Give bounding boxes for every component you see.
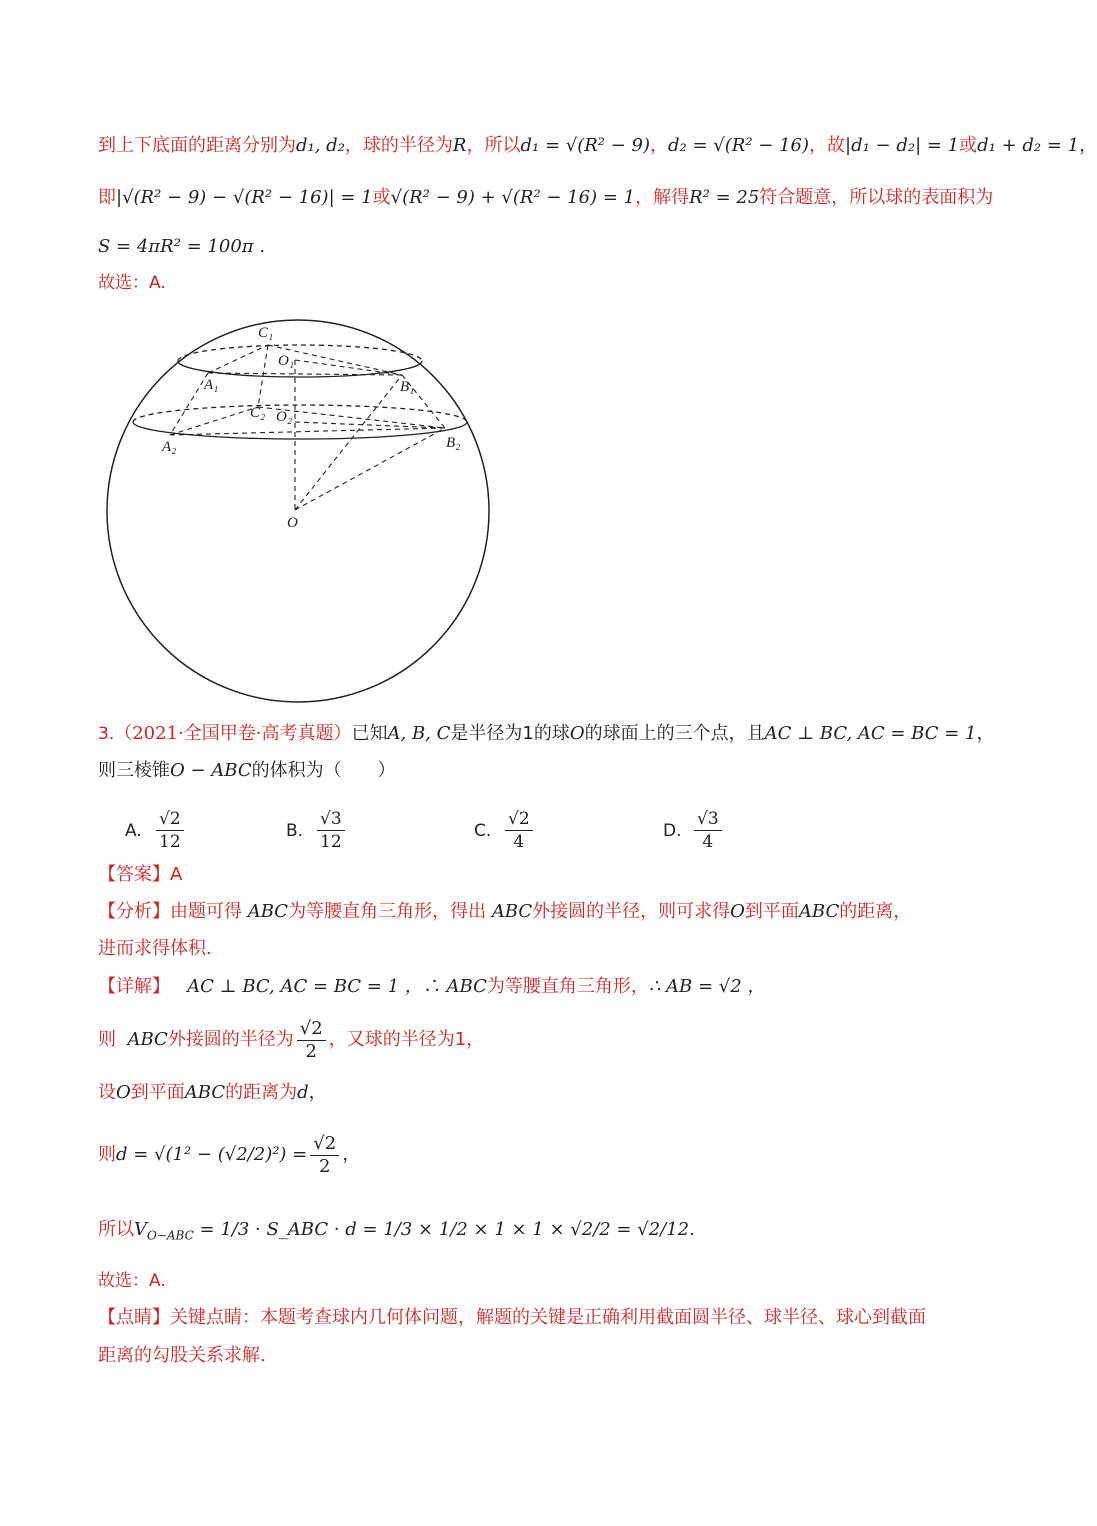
text: 则三棱锥 [98,760,170,781]
answer-tag: 【答案】 [98,864,170,885]
label-C1: C₁ [258,325,274,341]
comment-line-2: 距离的勾股关系求解. [98,1345,266,1366]
problem-stem-2 [98,758,396,784]
math: d₁ + d₂ = 1 [977,135,1080,156]
text: 到上下底面的距离分别为 [98,135,296,156]
prev-line-2 [98,185,993,211]
sphere-figure [100,315,500,707]
denominator: 4 [513,832,525,852]
math: d₁, d₂ [296,135,345,156]
text: 即 [98,187,116,208]
math: ABC [184,1082,226,1103]
text: 到平面 [744,901,799,922]
math: O [569,723,585,744]
math: d [297,1082,309,1103]
answer-line [98,862,182,888]
option-b[interactable] [286,808,348,853]
math: O [116,1082,131,1103]
text: 由题可得 [170,901,242,922]
fraction [505,808,533,853]
problem-source: （2021·全国甲卷·高考真题） [114,723,352,744]
text: ，球的半径为 [344,135,453,156]
edge [208,345,268,373]
text: 或 [959,135,978,156]
numerator: √2 [156,808,184,831]
radius-line [295,428,445,510]
option-label: A. [125,820,142,841]
analysis-line [98,899,911,925]
text: ， [976,723,995,744]
math-subscript: O−ABC [147,1228,194,1243]
analysis-line-2: 进而求得体积. [98,938,212,959]
text: 则 [98,1029,116,1050]
answer-value: A [170,864,183,885]
math: A, B, C [387,723,451,744]
math: R² = 25 [689,187,760,208]
comment-line [98,1305,926,1331]
text: ，所以 [466,135,521,156]
detail-line-3 [98,1080,327,1106]
option-label: C. [474,820,492,841]
fraction [156,808,184,853]
math: R [452,135,467,156]
math: ∴ AB = √2 ， [648,976,766,997]
text: 为等腰直角三角形， [486,976,649,997]
prev-line-3: S = 4πR² = 100π . [98,236,266,257]
label-O2: O₂ [276,409,293,425]
text: 的球面上的三个点，且 [584,723,765,744]
math: V [134,1219,147,1240]
fraction [694,808,722,853]
math: = 1/3 · S_ABC · d = 1/3 × 1/2 × 1 × 1 × √2/2 = √2/12. [199,1219,695,1240]
label-A1: A₁ [204,377,219,393]
option-a[interactable] [125,808,187,853]
option-label: D. [663,820,682,841]
text: 为等腰直角三角形，得出 [288,901,487,922]
problem-stem [98,721,995,747]
analysis-tag: 【分析】 [98,901,170,922]
math: ABC [247,901,289,922]
math: O [730,901,745,922]
option-label: B. [286,820,304,841]
text: 外接圆的半径，则可求得 [532,901,731,922]
text: 所以 [98,1219,134,1240]
text: ， [466,1029,485,1050]
numerator: √3 [694,808,722,831]
detail-line-2 [98,1017,484,1063]
math: ABC [491,901,533,922]
math: d = √(1² − (√2/2)²) = [116,1144,308,1165]
prev-line-1: 到上下底面的距离分别为d₁, d₂，球的半径为R，所以d₁ = √(R² − 9)，d₂ = √(R² − 16)，故|d₁ − d₂| = 1或d₁ + d₂ = 1， [98,135,1097,156]
text: 或 [372,187,391,208]
label-C2: C₂ [250,405,266,421]
text: 的球 [533,723,570,744]
upper-circle-front [178,361,422,377]
text: 符合题意，所以球的表面积为 [759,187,994,208]
edge [170,407,258,435]
math: d₁ = √(R² − 9) [520,135,651,156]
text: 的距离， [839,901,912,922]
text: 则 [98,1144,116,1165]
denominator: 12 [159,832,181,852]
math: AC ⊥ BC, AC = BC = 1 ，∴ [187,976,447,997]
math: √(R² − 9) + √(R² − 16) = 1 [390,187,636,208]
text: 是半径为 [450,723,523,744]
upper-circle-back [178,345,422,361]
detail-line-4 [98,1130,360,1180]
numerator: √3 [317,808,345,831]
text: 的体积为（ ） [251,760,396,781]
text: 已知 [351,723,388,744]
label-B1: B₁ [400,379,415,395]
text: ，故 [809,135,845,156]
math: ABC [127,1029,168,1050]
denominator: 4 [702,832,714,852]
text: 的距离为 [225,1082,298,1103]
text: 1 [522,723,534,744]
detail-line [98,974,765,1000]
problem-number: 3. [98,724,115,744]
text: 设 [98,1082,116,1103]
math: ABC [446,976,487,997]
label-O1: O₁ [278,353,295,369]
fraction [317,808,345,853]
label-A2: A₂ [162,439,177,455]
comment-tag: 【点睛】 [98,1307,170,1328]
text: 1 [454,1029,467,1050]
text: ， [342,1144,361,1165]
numerator: √2 [297,1018,326,1041]
math: |√(R² − 9) − √(R² − 16)| = 1 [116,187,373,208]
denominator: 2 [319,1155,331,1177]
text: 外接圆的半径为 [167,1029,294,1050]
math: O − ABC [170,760,252,781]
numerator: √2 [505,808,533,831]
label-O: O [287,515,298,531]
answer-2: 故选：A. [98,1271,166,1291]
math: |d₁ − d₂| = 1 [845,135,960,156]
detail-tag: 【详解】 [98,976,170,997]
option-d[interactable] [663,808,725,853]
math: d₂ = √(R² − 16) [668,135,809,156]
radius-line [295,375,402,510]
fraction [297,1018,326,1063]
text: ，解得 [635,187,690,208]
edge [170,373,208,435]
edge [170,428,445,435]
math: ABC [798,901,840,922]
denominator: 12 [320,832,342,852]
option-c[interactable] [474,808,536,853]
prev-answer: 故选：A. [98,273,166,293]
text: 关键点睛：本题考查球内几何体问题，解题的关键是正确利用截面圆半径、球半径、球心到截面 [170,1307,926,1328]
text: ， [308,1082,327,1103]
text: 到平面 [130,1082,185,1103]
math: AC ⊥ BC, AC = BC = 1 [764,723,977,744]
radius-line [295,360,402,375]
text: ，又球的半径为 [328,1029,455,1050]
fraction [310,1133,339,1178]
label-B2: B₂ [446,435,461,451]
numerator: √2 [310,1133,339,1156]
detail-line-5 [98,1210,695,1256]
denominator: 2 [305,1040,317,1062]
